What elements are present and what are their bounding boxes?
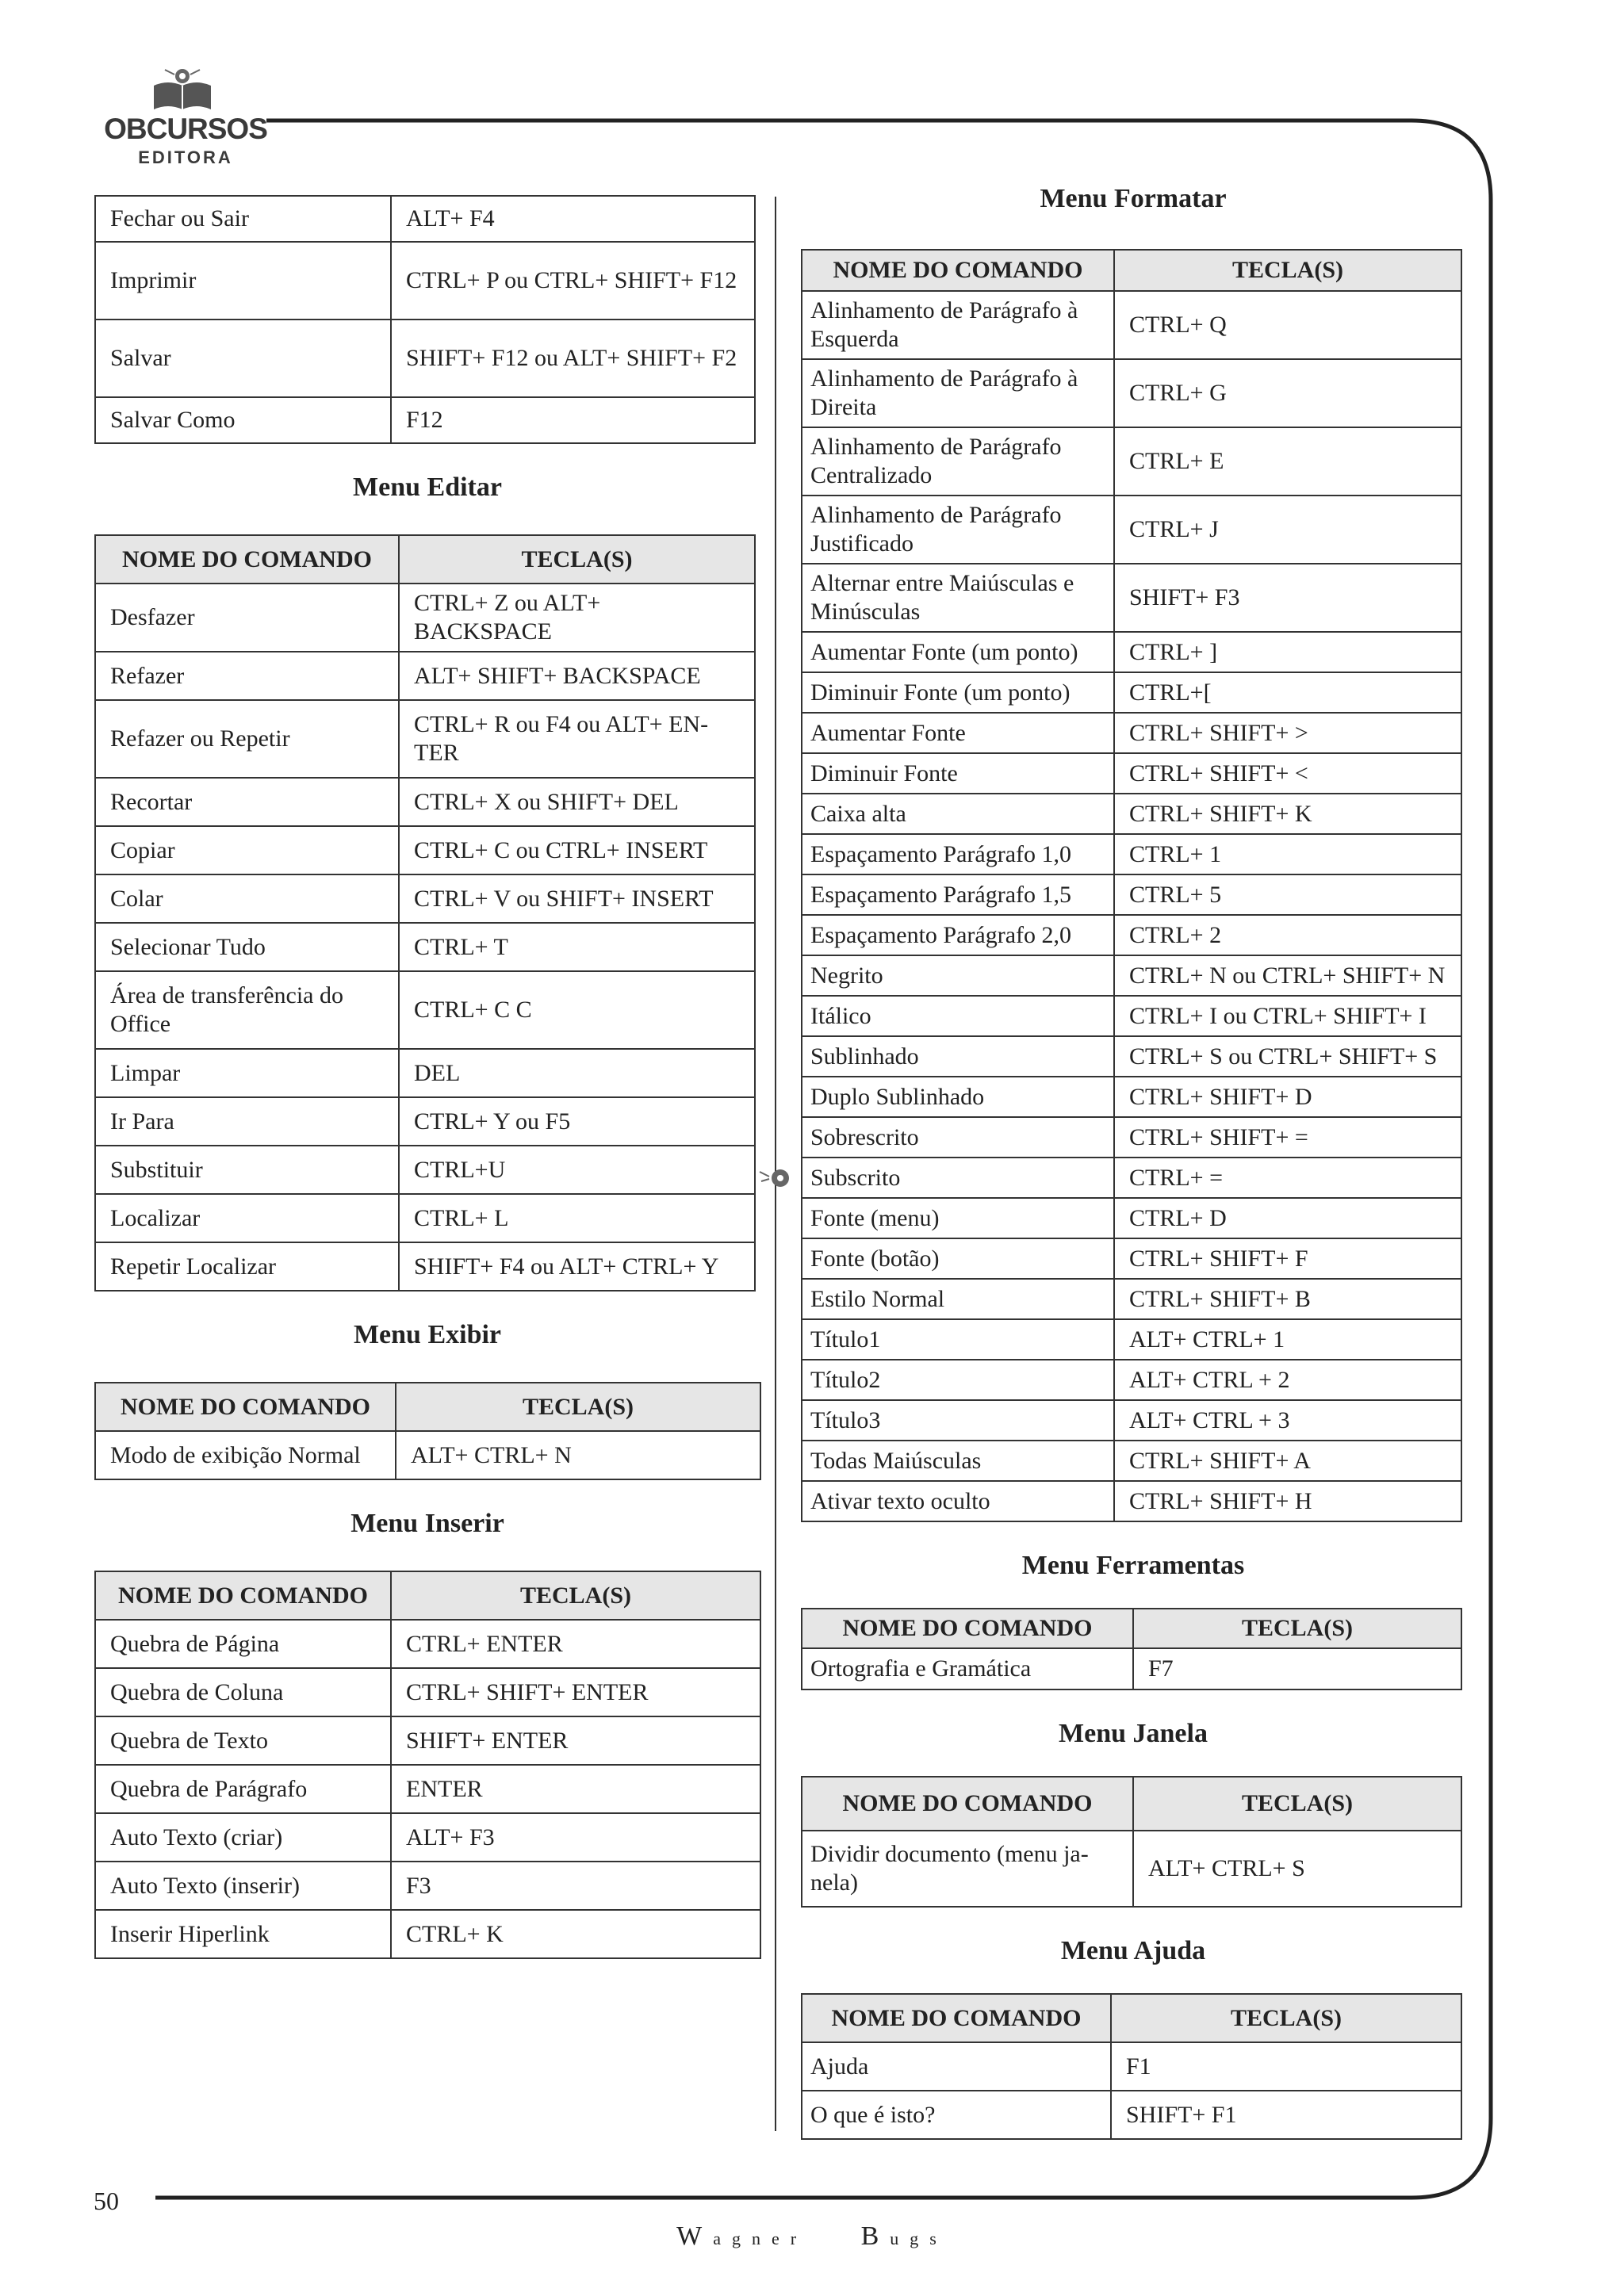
shortcut-keys-cell: CTRL+ C ou CTRL+ INSERT bbox=[399, 826, 755, 874]
command-name-cell: Quebra de Texto bbox=[95, 1716, 391, 1765]
command-name-cell: Fonte (menu) bbox=[802, 1198, 1114, 1238]
command-name-cell: Diminuir Fonte bbox=[802, 753, 1114, 794]
command-name-cell: Sobrescrito bbox=[802, 1117, 1114, 1158]
command-name-cell: Itálico bbox=[802, 996, 1114, 1036]
command-name-cell: Alinhamento de Parágrafo Centralizado bbox=[802, 427, 1114, 496]
shortcut-keys-cell: CTRL+ C C bbox=[399, 971, 755, 1049]
menu-janela-table bbox=[801, 1776, 1462, 1908]
shortcut-keys-cell: CTRL+ Q bbox=[1114, 291, 1461, 359]
command-name-cell: Subscrito bbox=[802, 1158, 1114, 1198]
command-name-cell: Estilo Normal bbox=[802, 1279, 1114, 1319]
section-title-exibir: Menu Exibir bbox=[353, 1320, 502, 1349]
column-header-command: NOME DO COMANDO bbox=[802, 250, 1114, 291]
shortcut-keys-cell: CTRL+ L bbox=[399, 1194, 755, 1242]
shortcut-keys-cell: ALT+ CTRL + 3 bbox=[1114, 1400, 1461, 1441]
column-header-command: NOME DO COMANDO bbox=[95, 1383, 396, 1431]
table-row bbox=[95, 584, 755, 652]
command-name-cell: Espaçamento Parágrafo 1,0 bbox=[802, 834, 1114, 874]
table-row bbox=[95, 700, 755, 778]
table-row bbox=[802, 1077, 1461, 1117]
command-name-cell: Negrito bbox=[802, 955, 1114, 996]
shortcut-keys-cell: ALT+ CTRL + 2 bbox=[1114, 1360, 1461, 1400]
column-header-keys: TECLA(S) bbox=[391, 1571, 760, 1620]
table-row bbox=[95, 1431, 760, 1479]
column-header-keys: TECLA(S) bbox=[1133, 1777, 1461, 1831]
column-header-keys: TECLA(S) bbox=[1133, 1609, 1461, 1648]
column-header-command: NOME DO COMANDO bbox=[802, 1609, 1133, 1648]
table-row bbox=[95, 242, 755, 320]
section-title-editar: Menu Editar bbox=[353, 473, 502, 502]
shortcut-keys-cell: CTRL+ D bbox=[1114, 1198, 1461, 1238]
command-name-cell: Alternar entre Maiúsculas e Minúsculas bbox=[802, 564, 1114, 632]
table-row bbox=[95, 1049, 755, 1097]
shortcut-keys-cell: ALT+ CTRL+ N bbox=[396, 1431, 760, 1479]
publisher-logo bbox=[98, 67, 273, 170]
column-header-command: NOME DO COMANDO bbox=[95, 1571, 391, 1620]
section-title-janela: Menu Janela bbox=[1059, 1719, 1208, 1748]
shortcut-keys-cell: SHIFT+ F3 bbox=[1114, 564, 1461, 632]
shortcut-keys-cell: ALT+ CTRL+ S bbox=[1133, 1831, 1461, 1907]
gear-icon bbox=[758, 1164, 793, 1192]
table-row bbox=[802, 834, 1461, 874]
author-name bbox=[0, 2221, 1624, 2252]
command-name-cell: O que é isto? bbox=[802, 2091, 1111, 2139]
table-row bbox=[95, 1097, 755, 1146]
command-name-cell: Espaçamento Parágrafo 1,5 bbox=[802, 874, 1114, 915]
command-name-cell: Duplo Sublinhado bbox=[802, 1077, 1114, 1117]
section-title-inserir: Menu Inserir bbox=[350, 1509, 504, 1538]
command-name-cell: Auto Texto (criar) bbox=[95, 1813, 391, 1862]
table-row bbox=[802, 1319, 1461, 1360]
shortcut-keys-cell: ALT+ F4 bbox=[391, 196, 755, 242]
command-name-cell: Quebra de Página bbox=[95, 1620, 391, 1668]
menu-inserir-table bbox=[94, 1571, 761, 1959]
brand-subtitle: EDITORA bbox=[138, 147, 233, 167]
shortcut-keys-cell: CTRL+ E bbox=[1114, 427, 1461, 496]
table-row bbox=[802, 1198, 1461, 1238]
command-name-cell: Dividir documento (menu ja-nela) bbox=[802, 1831, 1133, 1907]
table-row bbox=[802, 1648, 1461, 1689]
command-name-cell: Título2 bbox=[802, 1360, 1114, 1400]
command-name-cell: Título3 bbox=[802, 1400, 1114, 1441]
command-name-cell: Copiar bbox=[95, 826, 399, 874]
shortcut-keys-cell: CTRL+ ] bbox=[1114, 632, 1461, 672]
command-name-cell: Refazer ou Repetir bbox=[95, 700, 399, 778]
shortcut-keys-cell: CTRL+ SHIFT+ B bbox=[1114, 1279, 1461, 1319]
shortcut-keys-cell: CTRL+ V ou SHIFT+ INSERT bbox=[399, 874, 755, 923]
column-header-keys: TECLA(S) bbox=[396, 1383, 760, 1431]
table-row bbox=[802, 1117, 1461, 1158]
shortcut-keys-cell: CTRL+ S ou CTRL+ SHIFT+ S bbox=[1114, 1036, 1461, 1077]
section-title-ajuda: Menu Ajuda bbox=[1060, 1936, 1206, 1965]
table-row bbox=[95, 1194, 755, 1242]
brand-name: OBCURSOS bbox=[104, 113, 267, 145]
table-row bbox=[802, 1238, 1461, 1279]
shortcut-keys-cell: CTRL+ P ou CTRL+ SHIFT+ F12 bbox=[391, 242, 755, 320]
author-part-2: ugs bbox=[890, 2229, 948, 2248]
shortcut-keys-cell: CTRL+ 2 bbox=[1114, 915, 1461, 955]
command-name-cell: Selecionar Tudo bbox=[95, 923, 399, 971]
shortcut-keys-cell: CTRL+ SHIFT+ K bbox=[1114, 794, 1461, 834]
shortcut-keys-cell: CTRL+ SHIFT+ = bbox=[1114, 1117, 1461, 1158]
table-row bbox=[802, 2042, 1461, 2091]
command-name-cell: Substituir bbox=[95, 1146, 399, 1194]
command-name-cell: Diminuir Fonte (um ponto) bbox=[802, 672, 1114, 713]
shortcut-keys-cell: SHIFT+ ENTER bbox=[391, 1716, 760, 1765]
author-initial-b: B bbox=[860, 2221, 891, 2251]
table-row bbox=[802, 1441, 1461, 1481]
table-row bbox=[95, 1910, 760, 1958]
table-row bbox=[802, 1279, 1461, 1319]
command-name-cell: Repetir Localizar bbox=[95, 1242, 399, 1291]
command-name-cell: Alinhamento de Parágrafo à Esquerda bbox=[802, 291, 1114, 359]
table-row bbox=[95, 196, 755, 242]
column-header-command: NOME DO COMANDO bbox=[802, 1777, 1133, 1831]
shortcut-keys-cell: CTRL+ G bbox=[1114, 359, 1461, 427]
menu-formatar-table bbox=[801, 249, 1462, 1522]
table-row bbox=[802, 1360, 1461, 1400]
command-name-cell: Ajuda bbox=[802, 2042, 1111, 2091]
menu-arquivo-table bbox=[94, 195, 756, 444]
shortcut-keys-cell: CTRL+ SHIFT+ A bbox=[1114, 1441, 1461, 1481]
command-name-cell: Colar bbox=[95, 874, 399, 923]
menu-ferramentas-table bbox=[801, 1608, 1462, 1690]
table-row bbox=[95, 1716, 760, 1765]
command-name-cell: Salvar Como bbox=[95, 397, 391, 443]
shortcut-keys-cell: CTRL+ SHIFT+ > bbox=[1114, 713, 1461, 753]
table-header-row bbox=[95, 1383, 760, 1431]
table-header-row bbox=[802, 250, 1461, 291]
table-row bbox=[95, 1620, 760, 1668]
command-name-cell: Aumentar Fonte (um ponto) bbox=[802, 632, 1114, 672]
command-name-cell: Imprimir bbox=[95, 242, 391, 320]
table-row bbox=[802, 996, 1461, 1036]
table-row bbox=[802, 1036, 1461, 1077]
shortcut-keys-cell: CTRL+ Y ou F5 bbox=[399, 1097, 755, 1146]
command-name-cell: Ortografia e Gramática bbox=[802, 1648, 1133, 1689]
shortcut-keys-cell: CTRL+ SHIFT+ < bbox=[1114, 753, 1461, 794]
shortcut-keys-cell: CTRL+ SHIFT+ H bbox=[1114, 1481, 1461, 1521]
shortcut-keys-cell: CTRL+ Z ou ALT+ BACKSPACE bbox=[399, 584, 755, 652]
author-initial-w: W bbox=[676, 2221, 714, 2251]
shortcut-keys-cell: CTRL+U bbox=[399, 1146, 755, 1194]
table-row bbox=[95, 1146, 755, 1194]
menu-ajuda-table bbox=[801, 1993, 1462, 2140]
menu-editar-table bbox=[94, 534, 756, 1292]
command-name-cell: Auto Texto (inserir) bbox=[95, 1862, 391, 1910]
table-row bbox=[802, 427, 1461, 496]
shortcut-keys-cell: F12 bbox=[391, 397, 755, 443]
command-name-cell: Quebra de Parágrafo bbox=[95, 1765, 391, 1813]
table-row bbox=[95, 971, 755, 1049]
table-row bbox=[95, 923, 755, 971]
table-row bbox=[802, 496, 1461, 564]
book-icon bbox=[151, 67, 214, 113]
table-row bbox=[802, 753, 1461, 794]
shortcut-keys-cell: F3 bbox=[391, 1862, 760, 1910]
command-name-cell: Ativar texto oculto bbox=[802, 1481, 1114, 1521]
column-header-command: NOME DO COMANDO bbox=[95, 535, 399, 584]
shortcut-keys-cell: CTRL+[ bbox=[1114, 672, 1461, 713]
command-name-cell: Espaçamento Parágrafo 2,0 bbox=[802, 915, 1114, 955]
table-row bbox=[802, 1481, 1461, 1521]
table-row bbox=[802, 1831, 1461, 1907]
shortcut-keys-cell: ALT+ F3 bbox=[391, 1813, 760, 1862]
section-title-formatar: Menu Formatar bbox=[1040, 184, 1227, 213]
command-name-cell: Recortar bbox=[95, 778, 399, 826]
table-row bbox=[95, 320, 755, 397]
table-header-row bbox=[802, 1777, 1461, 1831]
table-row bbox=[95, 874, 755, 923]
shortcut-keys-cell: CTRL+ SHIFT+ D bbox=[1114, 1077, 1461, 1117]
table-row bbox=[95, 1242, 755, 1291]
table-row bbox=[95, 778, 755, 826]
shortcut-keys-cell: SHIFT+ F1 bbox=[1111, 2091, 1461, 2139]
column-header-keys: TECLA(S) bbox=[399, 535, 755, 584]
command-name-cell: Refazer bbox=[95, 652, 399, 700]
table-row bbox=[95, 826, 755, 874]
command-name-cell: Inserir Hiperlink bbox=[95, 1910, 391, 1958]
command-name-cell: Título1 bbox=[802, 1319, 1114, 1360]
shortcut-keys-cell: CTRL+ ENTER bbox=[391, 1620, 760, 1668]
shortcut-keys-cell: CTRL+ SHIFT+ ENTER bbox=[391, 1668, 760, 1716]
shortcut-keys-cell: F1 bbox=[1111, 2042, 1461, 2091]
table-header-row bbox=[802, 1609, 1461, 1648]
table-row bbox=[802, 915, 1461, 955]
shortcut-keys-cell: SHIFT+ F4 ou ALT+ CTRL+ Y bbox=[399, 1242, 755, 1291]
table-header-row bbox=[95, 1571, 760, 1620]
shortcut-keys-cell: SHIFT+ F12 ou ALT+ SHIFT+ F2 bbox=[391, 320, 755, 397]
menu-exibir-table bbox=[94, 1382, 761, 1480]
table-row bbox=[802, 359, 1461, 427]
table-row bbox=[95, 652, 755, 700]
shortcut-keys-cell: CTRL+ SHIFT+ F bbox=[1114, 1238, 1461, 1279]
table-row bbox=[95, 1668, 760, 1716]
shortcut-keys-cell: F7 bbox=[1133, 1648, 1461, 1689]
shortcut-keys-cell: CTRL+ K bbox=[391, 1910, 760, 1958]
shortcut-keys-cell: CTRL+ N ou CTRL+ SHIFT+ N bbox=[1114, 955, 1461, 996]
shortcut-keys-cell: CTRL+ 5 bbox=[1114, 874, 1461, 915]
table-row bbox=[802, 1158, 1461, 1198]
command-name-cell: Aumentar Fonte bbox=[802, 713, 1114, 753]
table-row bbox=[802, 794, 1461, 834]
table-row bbox=[802, 874, 1461, 915]
table-header-row bbox=[802, 1994, 1461, 2042]
table-row bbox=[802, 564, 1461, 632]
command-name-cell: Área de transferência do Office bbox=[95, 971, 399, 1049]
table-row bbox=[802, 291, 1461, 359]
command-name-cell: Alinhamento de Parágrafo Justificado bbox=[802, 496, 1114, 564]
command-name-cell: Quebra de Coluna bbox=[95, 1668, 391, 1716]
section-title-ferramentas: Menu Ferramentas bbox=[1021, 1551, 1245, 1580]
table-row bbox=[802, 1400, 1461, 1441]
shortcut-keys-cell: CTRL+ R ou F4 ou ALT+ EN-TER bbox=[399, 700, 755, 778]
shortcut-keys-cell: ALT+ CTRL+ 1 bbox=[1114, 1319, 1461, 1360]
command-name-cell: Modo de exibição Normal bbox=[95, 1431, 396, 1479]
shortcut-keys-cell: CTRL+ 1 bbox=[1114, 834, 1461, 874]
column-header-keys: TECLA(S) bbox=[1111, 1994, 1461, 2042]
command-name-cell: Fechar ou Sair bbox=[95, 196, 391, 242]
command-name-cell: Alinhamento de Parágrafo à Direita bbox=[802, 359, 1114, 427]
command-name-cell: Todas Maiúsculas bbox=[802, 1441, 1114, 1481]
table-row bbox=[95, 397, 755, 443]
shortcut-keys-cell: DEL bbox=[399, 1049, 755, 1097]
table-header-row bbox=[95, 535, 755, 584]
shortcut-keys-cell: CTRL+ X ou SHIFT+ DEL bbox=[399, 778, 755, 826]
shortcut-keys-cell: CTRL+ = bbox=[1114, 1158, 1461, 1198]
table-row bbox=[95, 1813, 760, 1862]
table-row bbox=[802, 672, 1461, 713]
table-row bbox=[802, 713, 1461, 753]
right-column bbox=[801, 184, 1465, 2140]
column-header-command: NOME DO COMANDO bbox=[802, 1994, 1111, 2042]
shortcut-keys-cell: CTRL+ I ou CTRL+ SHIFT+ I bbox=[1114, 996, 1461, 1036]
command-name-cell: Caixa alta bbox=[802, 794, 1114, 834]
shortcut-keys-cell: ALT+ SHIFT+ BACKSPACE bbox=[399, 652, 755, 700]
command-name-cell: Sublinhado bbox=[802, 1036, 1114, 1077]
table-row bbox=[802, 2091, 1461, 2139]
command-name-cell: Fonte (botão) bbox=[802, 1238, 1114, 1279]
command-name-cell: Localizar bbox=[95, 1194, 399, 1242]
table-row bbox=[802, 632, 1461, 672]
command-name-cell: Salvar bbox=[95, 320, 391, 397]
table-row bbox=[802, 955, 1461, 996]
command-name-cell: Limpar bbox=[95, 1049, 399, 1097]
table-row bbox=[95, 1862, 760, 1910]
shortcut-keys-cell: ENTER bbox=[391, 1765, 760, 1813]
column-header-keys: TECLA(S) bbox=[1114, 250, 1461, 291]
shortcut-keys-cell: CTRL+ T bbox=[399, 923, 755, 971]
shortcut-keys-cell: CTRL+ J bbox=[1114, 496, 1461, 564]
author-part-1: agner bbox=[713, 2229, 808, 2248]
command-name-cell: Ir Para bbox=[95, 1097, 399, 1146]
command-name-cell: Desfazer bbox=[95, 584, 399, 652]
table-row bbox=[95, 1765, 760, 1813]
left-column bbox=[94, 195, 760, 1959]
page-number: 50 bbox=[94, 2187, 119, 2215]
